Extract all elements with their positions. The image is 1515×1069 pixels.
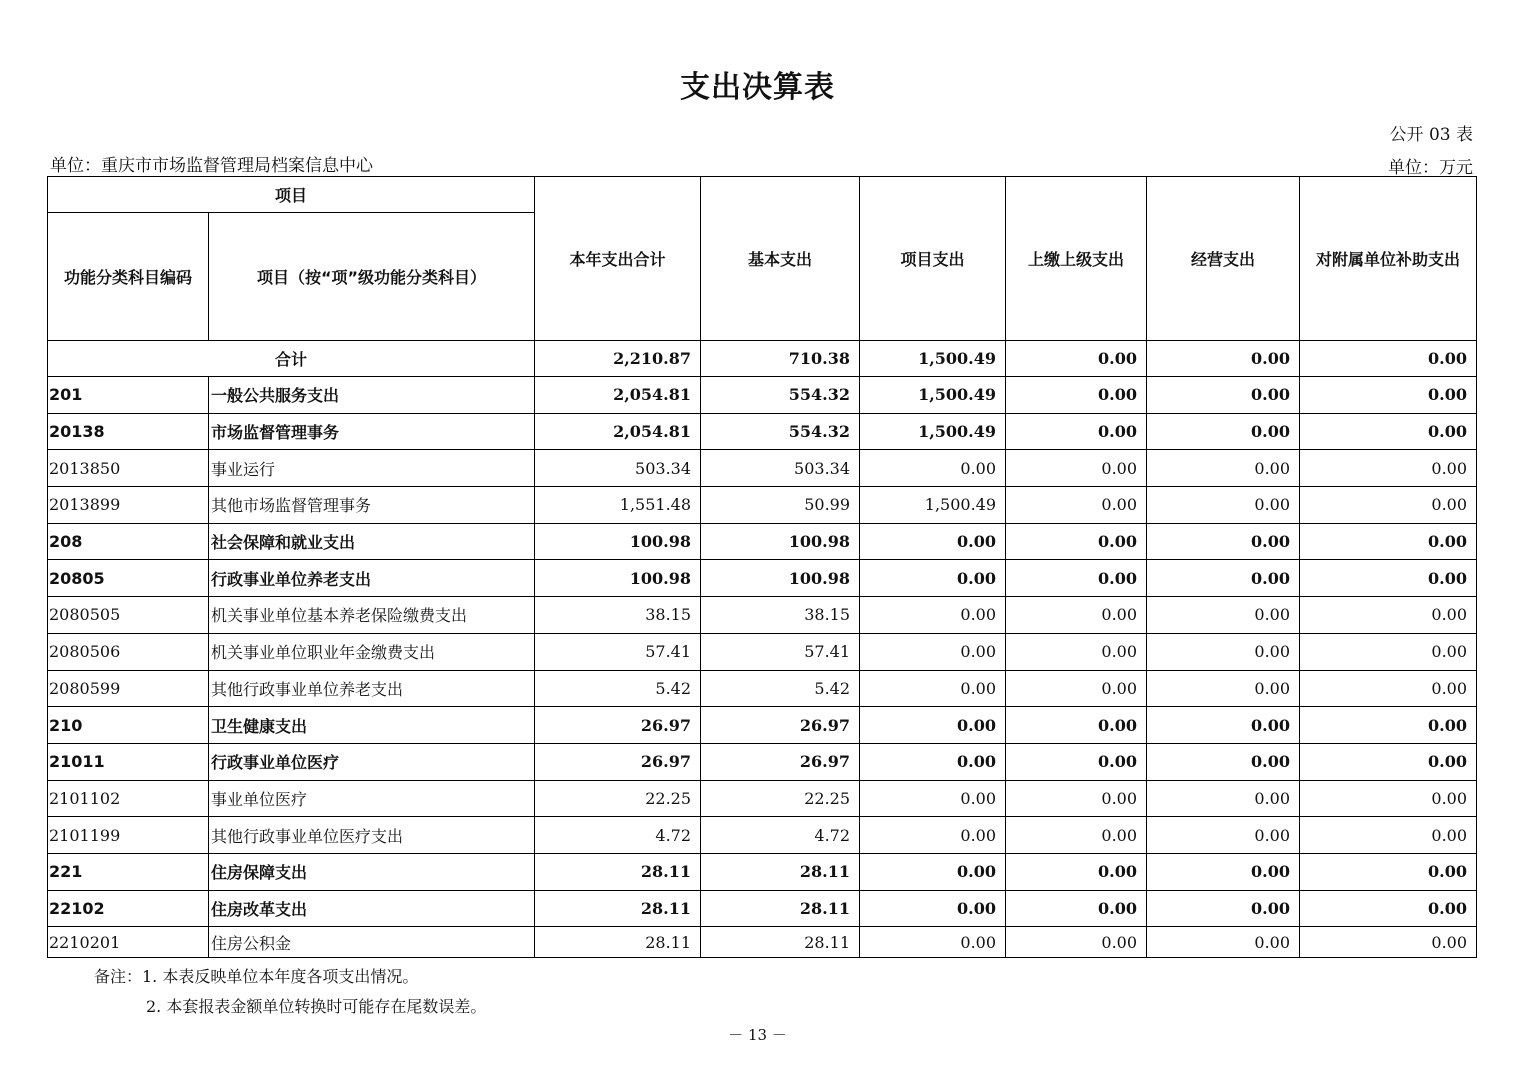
row-value: 28.11 <box>701 853 860 890</box>
row-value: 0.00 <box>1147 780 1300 817</box>
page-title: 支出决算表 <box>680 70 835 105</box>
row-name: 机关事业单位基本养老保险缴费支出 <box>209 597 535 634</box>
row-value: 0.00 <box>1147 597 1300 634</box>
row-name: 事业单位医疗 <box>209 780 535 817</box>
table-row <box>48 523 1477 560</box>
row-value: 554.32 <box>701 377 860 414</box>
header-col-project: 项目支出 <box>860 177 1006 341</box>
total-value: 0.00 <box>1147 341 1300 377</box>
header-item: 项目 <box>48 177 535 213</box>
row-value: 0.00 <box>860 707 1006 744</box>
row-value: 0.00 <box>1147 560 1300 597</box>
row-value: 26.97 <box>701 743 860 780</box>
row-value: 0.00 <box>860 670 1006 707</box>
table-row <box>48 450 1477 487</box>
row-value: 503.34 <box>701 450 860 487</box>
row-value: 0.00 <box>1147 413 1300 450</box>
header-code: 功能分类科目编码 <box>48 213 209 341</box>
header-name: 项目（按“项”级功能分类科目） <box>209 213 535 341</box>
row-value: 0.00 <box>860 743 1006 780</box>
row-value: 503.34 <box>535 450 701 487</box>
row-value: 0.00 <box>860 597 1006 634</box>
row-value: 0.00 <box>1300 707 1477 744</box>
row-value: 22.25 <box>535 780 701 817</box>
row-code: 208 <box>48 523 209 560</box>
row-value: 0.00 <box>1300 633 1477 670</box>
row-value: 0.00 <box>1006 377 1147 414</box>
row-value: 0.00 <box>1147 487 1300 524</box>
row-value: 26.97 <box>535 707 701 744</box>
row-value: 26.97 <box>701 707 860 744</box>
row-value: 57.41 <box>701 633 860 670</box>
table-row <box>48 560 1477 597</box>
total-value: 1,500.49 <box>860 341 1006 377</box>
row-name: 住房公积金 <box>209 927 535 958</box>
row-value: 4.72 <box>535 817 701 854</box>
row-name: 机关事业单位职业年金缴费支出 <box>209 633 535 670</box>
row-name: 卫生健康支出 <box>209 707 535 744</box>
row-code: 20805 <box>48 560 209 597</box>
row-value: 0.00 <box>1147 377 1300 414</box>
row-value: 28.11 <box>701 890 860 927</box>
row-value: 0.00 <box>1300 597 1477 634</box>
row-value: 28.11 <box>535 927 701 958</box>
total-label: 合计 <box>48 341 535 377</box>
row-value: 0.00 <box>1006 560 1147 597</box>
row-value: 0.00 <box>860 927 1006 958</box>
notes <box>94 962 486 1022</box>
row-value: 0.00 <box>1006 450 1147 487</box>
row-value: 0.00 <box>860 523 1006 560</box>
row-value: 28.11 <box>701 927 860 958</box>
row-code: 2080506 <box>48 633 209 670</box>
row-value: 57.41 <box>535 633 701 670</box>
row-value: 0.00 <box>1147 450 1300 487</box>
header-col-remit: 上缴上级支出 <box>1006 177 1147 341</box>
row-value: 0.00 <box>1006 853 1147 890</box>
row-value: 0.00 <box>1300 890 1477 927</box>
row-value: 0.00 <box>1300 377 1477 414</box>
table-row <box>48 780 1477 817</box>
row-value: 2,054.81 <box>535 377 701 414</box>
row-code: 21011 <box>48 743 209 780</box>
form-number: 公开 03 表 <box>1389 125 1473 145</box>
table-row <box>48 633 1477 670</box>
row-value: 100.98 <box>535 523 701 560</box>
row-value: 0.00 <box>1006 523 1147 560</box>
row-value: 0.00 <box>1147 633 1300 670</box>
row-code: 22102 <box>48 890 209 927</box>
row-value: 0.00 <box>1147 853 1300 890</box>
row-name: 其他行政事业单位养老支出 <box>209 670 535 707</box>
row-code: 2013850 <box>48 450 209 487</box>
row-value: 2,054.81 <box>535 413 701 450</box>
row-value: 28.11 <box>535 890 701 927</box>
row-name: 事业运行 <box>209 450 535 487</box>
row-value: 0.00 <box>1006 743 1147 780</box>
row-value: 26.97 <box>535 743 701 780</box>
table-row <box>48 927 1477 958</box>
row-value: 0.00 <box>1147 743 1300 780</box>
row-code: 201 <box>48 377 209 414</box>
table-row <box>48 487 1477 524</box>
row-code: 210 <box>48 707 209 744</box>
row-code: 221 <box>48 853 209 890</box>
row-value: 0.00 <box>1300 927 1477 958</box>
row-code: 2080599 <box>48 670 209 707</box>
note-line-1: 备注：1. 本表反映单位本年度各项支出情况。 <box>94 967 419 986</box>
row-name: 社会保障和就业支出 <box>209 523 535 560</box>
row-value: 0.00 <box>1006 780 1147 817</box>
row-value: 0.00 <box>1006 670 1147 707</box>
row-value: 0.00 <box>1147 670 1300 707</box>
row-value: 0.00 <box>1147 890 1300 927</box>
table-row <box>48 853 1477 890</box>
row-value: 0.00 <box>1006 707 1147 744</box>
row-name: 其他行政事业单位医疗支出 <box>209 817 535 854</box>
row-code: 2101102 <box>48 780 209 817</box>
row-value: 0.00 <box>860 817 1006 854</box>
row-value: 0.00 <box>1300 780 1477 817</box>
row-value: 0.00 <box>1300 817 1477 854</box>
row-value: 0.00 <box>1006 597 1147 634</box>
row-value: 0.00 <box>1147 523 1300 560</box>
row-value: 0.00 <box>1147 927 1300 958</box>
row-code: 2013899 <box>48 487 209 524</box>
row-value: 0.00 <box>1300 743 1477 780</box>
row-name: 其他市场监督管理事务 <box>209 487 535 524</box>
table-row <box>48 377 1477 414</box>
row-value: 100.98 <box>535 560 701 597</box>
row-value: 5.42 <box>535 670 701 707</box>
row-code: 2080505 <box>48 597 209 634</box>
row-name: 住房保障支出 <box>209 853 535 890</box>
row-name: 行政事业单位养老支出 <box>209 560 535 597</box>
total-row <box>48 341 1477 377</box>
table-row <box>48 597 1477 634</box>
row-value: 0.00 <box>860 560 1006 597</box>
row-name: 市场监督管理事务 <box>209 413 535 450</box>
organization-unit: 单位：重庆市市场监督管理局档案信息中心 <box>50 156 373 176</box>
row-value: 554.32 <box>701 413 860 450</box>
row-code: 2101199 <box>48 817 209 854</box>
row-value: 1,551.48 <box>535 487 701 524</box>
row-value: 0.00 <box>1006 890 1147 927</box>
row-value: 0.00 <box>1006 413 1147 450</box>
row-value: 1,500.49 <box>860 377 1006 414</box>
table-row <box>48 707 1477 744</box>
row-value: 0.00 <box>1006 817 1147 854</box>
header-col-operating: 经营支出 <box>1147 177 1300 341</box>
row-value: 0.00 <box>1006 487 1147 524</box>
row-value: 0.00 <box>860 853 1006 890</box>
row-name: 住房改革支出 <box>209 890 535 927</box>
row-value: 1,500.49 <box>860 413 1006 450</box>
row-value: 1,500.49 <box>860 487 1006 524</box>
row-code: 20138 <box>48 413 209 450</box>
row-name: 行政事业单位医疗 <box>209 743 535 780</box>
row-value: 0.00 <box>860 890 1006 927</box>
row-value: 0.00 <box>860 633 1006 670</box>
row-value: 0.00 <box>860 780 1006 817</box>
row-value: 0.00 <box>1006 633 1147 670</box>
header-col-subsidy: 对附属单位补助支出 <box>1300 177 1477 341</box>
table-row <box>48 817 1477 854</box>
row-value: 0.00 <box>860 450 1006 487</box>
row-value: 22.25 <box>701 780 860 817</box>
total-value: 710.38 <box>701 341 860 377</box>
row-value: 5.42 <box>701 670 860 707</box>
expenditure-table <box>47 176 1477 958</box>
row-value: 0.00 <box>1147 707 1300 744</box>
row-value: 0.00 <box>1300 853 1477 890</box>
row-value: 4.72 <box>701 817 860 854</box>
table-row <box>48 890 1477 927</box>
table-row <box>48 743 1477 780</box>
currency-unit: 单位：万元 <box>1388 158 1473 178</box>
header-col-basic: 基本支出 <box>701 177 860 341</box>
page-number: － 13 － <box>728 1026 787 1044</box>
row-value: 100.98 <box>701 560 860 597</box>
total-value: 2,210.87 <box>535 341 701 377</box>
row-value: 28.11 <box>535 853 701 890</box>
row-value: 0.00 <box>1006 927 1147 958</box>
row-value: 0.00 <box>1300 560 1477 597</box>
row-value: 50.99 <box>701 487 860 524</box>
row-name: 一般公共服务支出 <box>209 377 535 414</box>
row-value: 0.00 <box>1300 523 1477 560</box>
table-row <box>48 670 1477 707</box>
row-code: 2210201 <box>48 927 209 958</box>
row-value: 38.15 <box>701 597 860 634</box>
total-value: 0.00 <box>1006 341 1147 377</box>
row-value: 0.00 <box>1300 413 1477 450</box>
row-value: 38.15 <box>535 597 701 634</box>
total-value: 0.00 <box>1300 341 1477 377</box>
row-value: 0.00 <box>1300 670 1477 707</box>
row-value: 100.98 <box>701 523 860 560</box>
header-col-total: 本年支出合计 <box>535 177 701 341</box>
row-value: 0.00 <box>1300 450 1477 487</box>
note-line-2: 2. 本套报表金额单位转换时可能存在尾数误差。 <box>146 997 487 1016</box>
row-value: 0.00 <box>1300 487 1477 524</box>
table-row <box>48 413 1477 450</box>
row-value: 0.00 <box>1147 817 1300 854</box>
